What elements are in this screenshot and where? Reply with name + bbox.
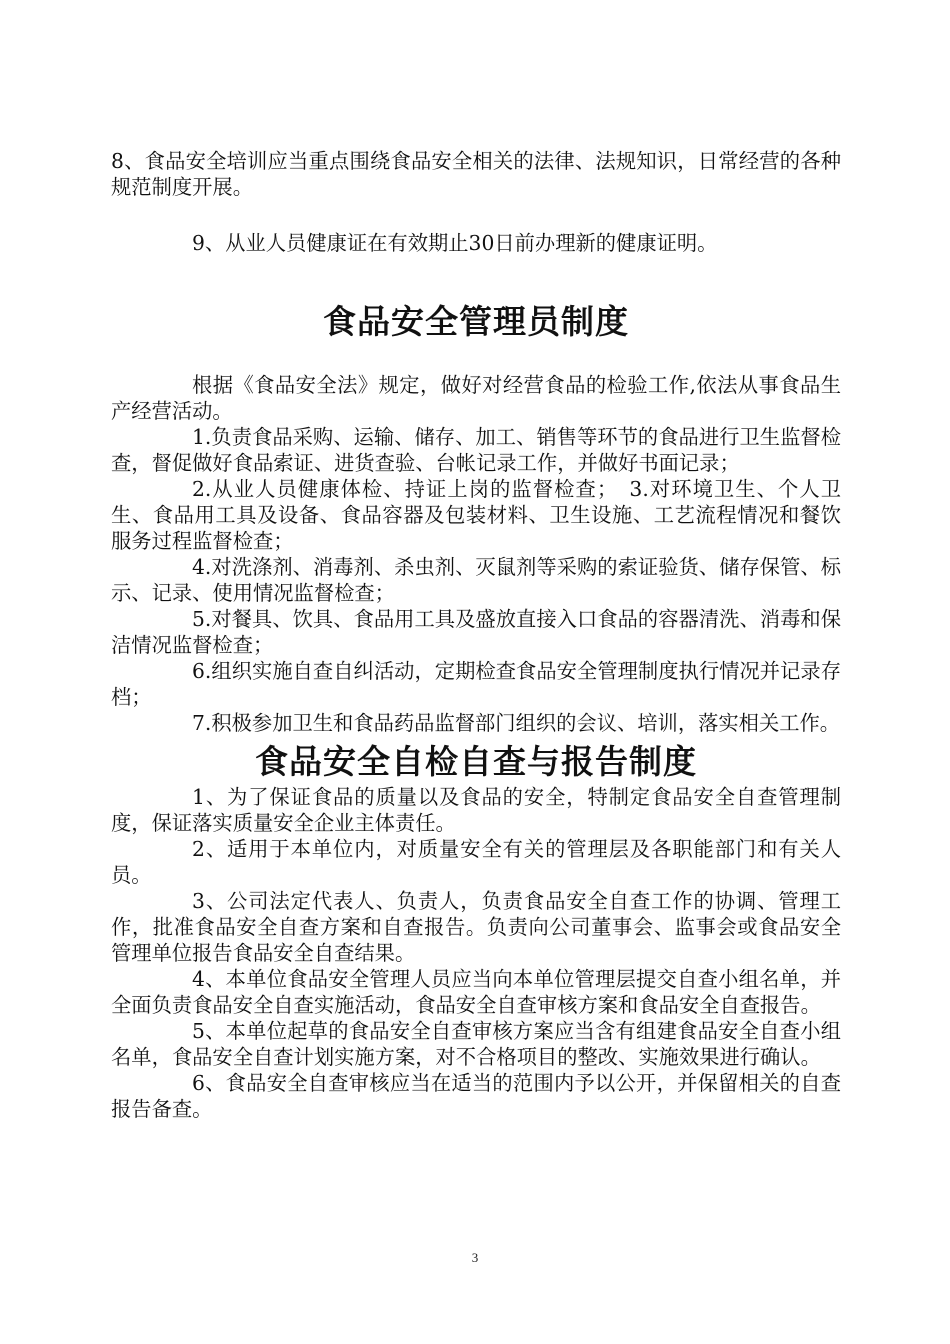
heading-manager-system: 食品安全管理员制度	[323, 302, 629, 341]
list-item: 6.组织实施自查自纠活动，定期检查食品安全管理制度执行情况并记录存档；	[111, 659, 841, 709]
heading-selfcheck-system: 食品安全自检自查与报告制度	[255, 742, 697, 781]
page-content	[111, 148, 841, 1122]
list-item: 2.从业人员健康体检、持证上岗的监督检查； 3.对环境卫生、个人卫生、食品用工具及设备、食品容器及包装材料、卫生设施、工艺流程情况和餐饮服务过程监督检查；	[111, 477, 841, 553]
paragraph-training-8: 8、食品安全培训应当重点围绕食品安全相关的法律、法规知识，日常经营的各种规范制度开展。	[111, 149, 841, 199]
list-item: 4.对洗涤剂、消毒剂、杀虫剂、灭鼠剂等采购的索证验货、储存保管、标示、记录、使用情况监督检查；	[111, 555, 841, 605]
page-number: 3	[471, 1250, 479, 1265]
list-item: 5、本单位起草的食品安全自查审核方案应当含有组建食品安全自查小组名单，食品安全自查计划实施方案，对不合格项目的整改、实施效果进行确认。	[111, 1019, 841, 1069]
paragraph-health-cert-9: 9、从业人员健康证在有效期止30日前办理新的健康证明。	[192, 231, 718, 255]
list-item: 6、食品安全自查审核应当在适当的范围内予以公开，并保留相关的自查报告备查。	[111, 1071, 841, 1121]
list-item: 2、适用于本单位内，对质量安全有关的管理层及各职能部门和有关人员。	[111, 837, 841, 887]
list-item: 1、为了保证食品的质量以及食品的安全，特制定食品安全自查管理制度，保证落实质量安全企业主体责任。	[111, 785, 841, 835]
list-item: 3、公司法定代表人、负责人，负责食品安全自查工作的协调、管理工作，批准食品安全自查方案和自查报告。负责向公司董事会、监事会或食品安全管理单位报告食品安全自查结果。	[111, 889, 841, 965]
list-item: 5.对餐具、饮具、食品用工具及盛放直接入口食品的容器清洗、消毒和保洁情况监督检查；	[111, 607, 841, 657]
list-item: 7.积极参加卫生和食品药品监督部门组织的会议、培训，落实相关工作。	[192, 711, 841, 735]
list-item: 4、本单位食品安全管理人员应当向本单位管理层提交自查小组名单，并全面负责食品安全自查实施活动，食品安全自查审核方案和食品安全自查报告。	[111, 967, 841, 1017]
list-item: 1.负责食品采购、运输、储存、加工、销售等环节的食品进行卫生监督检查，督促做好食品索证、进货查验、台帐记录工作，并做好书面记录；	[111, 425, 841, 475]
paragraph-manager-intro: 根据《食品安全法》规定，做好对经营食品的检验工作,依法从事食品生产经营活动。	[111, 373, 841, 423]
